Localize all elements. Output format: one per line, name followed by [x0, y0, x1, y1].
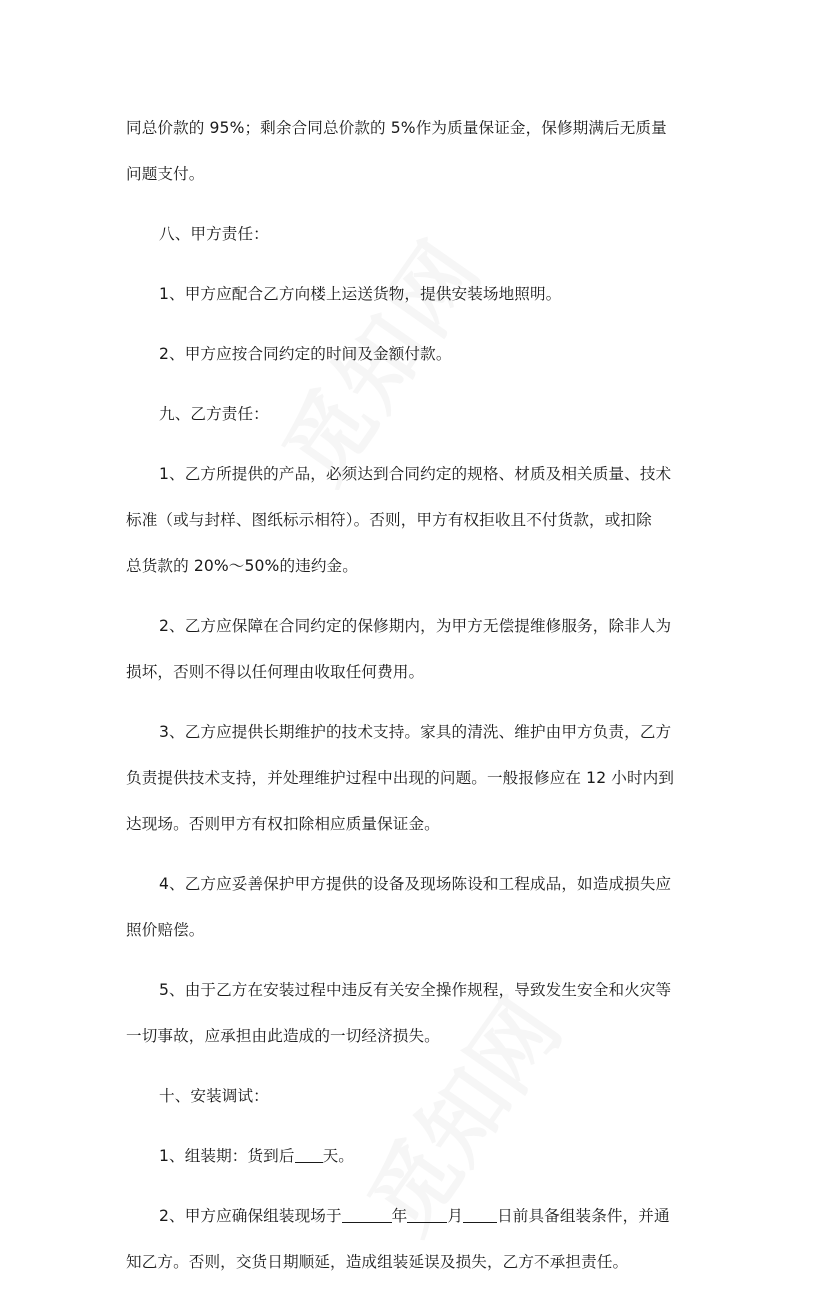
paragraph-payment-tail	[126, 105, 716, 197]
text-line: 一切事故，应承担由此造成的一切经济损失。	[126, 1027, 440, 1045]
text-line: 负责提供技术支持，并处理维护过程中出现的问题。一般报修应在 12 小时内到	[126, 769, 675, 787]
text-line: 问题支付。	[126, 165, 205, 183]
text-line: 达现场。否则甲方有权扣除相应质量保证金。	[126, 815, 440, 833]
paragraph-assembly-period	[126, 1133, 716, 1179]
paragraph-party-a-1	[126, 271, 716, 317]
text-segment: 1、组装期：货到后	[159, 1147, 295, 1165]
text-line: 十、安装调试：	[159, 1087, 269, 1105]
text-line: 损坏，否则不得以任何理由收取任何费用。	[126, 663, 425, 681]
paragraph-party-b-2	[126, 603, 716, 695]
paragraph-party-b-4	[126, 861, 716, 953]
text-segment: 年	[391, 1207, 408, 1225]
paragraph-party-b-1	[126, 451, 716, 589]
text-line: 照价赔偿。	[126, 921, 205, 939]
text-line: 3、乙方应提供长期维护的技术支持。家具的清洗、维护由甲方负责，乙方	[159, 723, 672, 741]
text-line: 知乙方。否则，交货日期顺延，造成组装延误及损失，乙方不承担责任。	[126, 1253, 629, 1271]
text-line: 同总价款的 95%；剩余合同总价款的 5%作为质量保证金，保修期满后无质量	[126, 119, 667, 137]
text-line: 2、乙方应保障在合同约定的保修期内，为甲方无偿提维修服务，除非人为	[159, 617, 672, 635]
paragraph-party-b-3	[126, 709, 716, 847]
text-segment: 日前具备组装条件，并通	[497, 1207, 670, 1225]
text-line: 4、乙方应妥善保护甲方提供的设备及现场陈设和工程成品，如造成损失应	[159, 875, 672, 893]
text-line: 1、乙方所提供的产品，必须达到合同约定的规格、材质及相关质量、技术	[159, 465, 672, 483]
text-segment: 月	[447, 1207, 464, 1225]
text-line: 2、甲方应按合同约定的时间及金额付款。	[159, 345, 452, 363]
section-heading-party-a	[126, 211, 716, 257]
text-line: 八、甲方责任：	[159, 225, 269, 243]
text-line: 1、甲方应配合乙方向楼上运送货物，提供安装场地照明。	[159, 285, 562, 303]
paragraph-site-ready	[126, 1193, 716, 1285]
fill-in-blank-days[interactable]	[295, 1146, 323, 1163]
text-segment: 2、甲方应确保组装现场于	[159, 1207, 342, 1225]
section-heading-party-b	[126, 391, 716, 437]
text-line: 总货款的 20%～50%的违约金。	[126, 557, 358, 575]
text-segment: 天。	[322, 1147, 354, 1165]
fill-in-blank-day[interactable]	[463, 1206, 497, 1223]
paragraph-party-a-2	[126, 331, 716, 377]
text-line: 标准（或与封样、图纸标示相符）。否则，甲方有权拒收且不付货款，或扣除	[126, 511, 652, 529]
document-body	[126, 105, 716, 1299]
paragraph-party-b-5	[126, 967, 716, 1059]
text-line: 九、乙方责任：	[159, 405, 269, 423]
section-heading-installation	[126, 1073, 716, 1119]
fill-in-blank-year[interactable]	[342, 1206, 392, 1223]
text-line: 5、由于乙方在安装过程中违反有关安全操作规程，导致发生安全和火灾等	[159, 981, 672, 999]
fill-in-blank-month[interactable]	[407, 1206, 447, 1223]
